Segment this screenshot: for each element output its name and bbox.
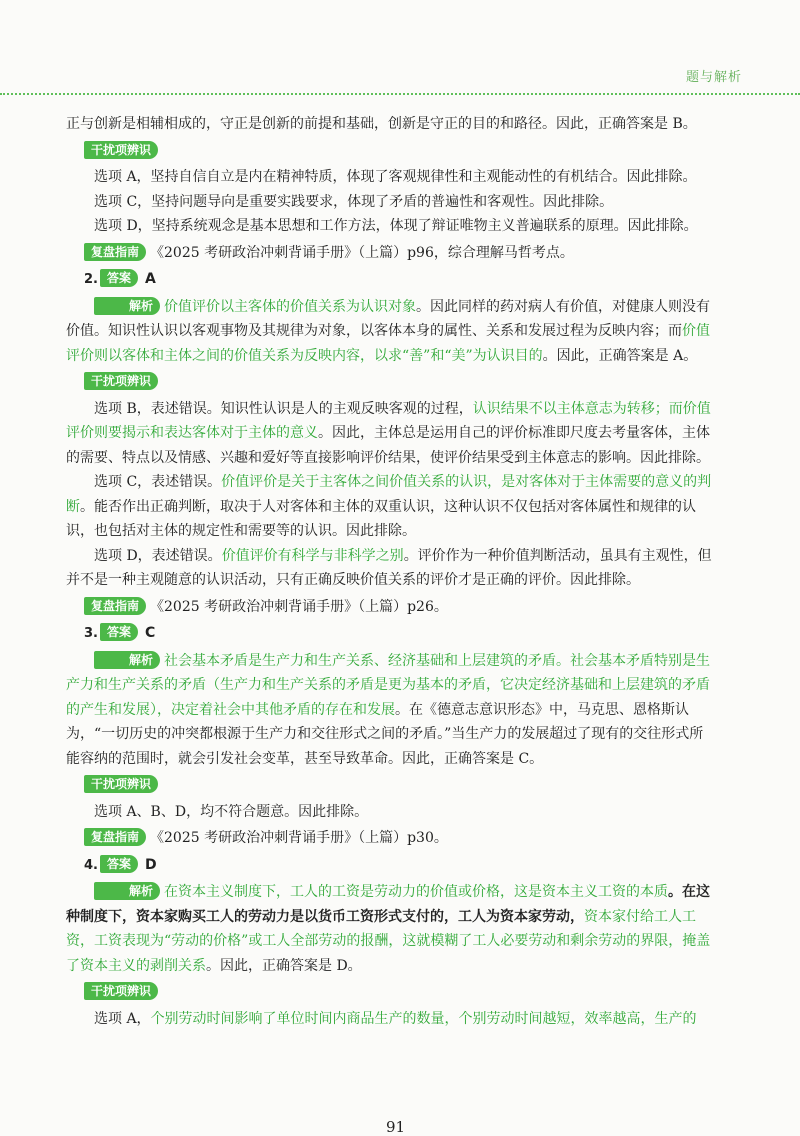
body-text: 。因此，正确答案是 D。: [206, 957, 362, 974]
answer-letter: D: [145, 856, 157, 873]
highlight-text: 资本家付给工人工资，工资表现为“劳动的价格”或工人全部劳动的报酬，这就模糊了工人必要劳动和剩余劳动的界限，掩盖了资本主义的剥削关系: [66, 908, 711, 974]
distractor-tag: 干扰项辨识: [84, 775, 158, 793]
bold-text: 。在这种制度下，资本家购买工人的劳动力是以货币工资形式支付的，工人为资本家劳动，: [66, 884, 711, 925]
highlight-text: 在资本主义制度下，工人的工资是劳动力的价值或价格，这是资本主义工资的本质: [164, 884, 669, 900]
answer-tag: 答案: [100, 623, 138, 641]
header-section-title: 题与解析: [685, 70, 742, 85]
option-paragraph: [66, 470, 716, 544]
option-text: 选项 C，坚持问题导向是重要实践要求，体现了矛盾的普遍性和客观性。因此排除。: [94, 193, 614, 210]
highlight-text: 价值评价以主客体的价值关系为认识对象: [164, 298, 417, 315]
review-text: 《2025 考研政治冲刺背诵手册》（上篇）p30。: [150, 830, 448, 846]
option-text: 选项 D，坚持系统观念是基本思想和工作方法，体现了辩证唯物主义普遍联系的原理。因此排除。: [94, 218, 698, 234]
review-row: [66, 826, 716, 851]
page-content: [66, 112, 716, 1031]
body-text: 。因此，主体总是运用自己的评价标准即尺度去考量客体，主体的需要、特点以及情感、兴趣和爱好等直接影响评价结果，使评价结果受到主体意志的影响。因此排除。: [66, 425, 710, 466]
body-text: 。因此同样的药对病人有价值，对健康人则没有价值。知识性认识以客观事物及其规律为对象，以客体本身的属性、关系和发展过程为反映内容；而: [66, 298, 711, 339]
question-4-answer-row: [66, 853, 716, 879]
review-row: [66, 241, 716, 266]
highlight-text: 价值评价是关于主客体之间价值关系的认识，是对客体对于主体需要的意义的判断: [66, 474, 712, 515]
analysis-paragraph: [66, 295, 716, 369]
page-number: 91: [386, 1118, 406, 1136]
review-text: 《2025 考研政治冲刺背诵手册》（上篇）p96，综合理解马哲考点。: [150, 244, 574, 261]
body-text: 。因此，正确答案是 A。: [542, 347, 698, 364]
review-tag: 复盘指南: [84, 243, 146, 261]
review-tag: 复盘指南: [84, 828, 146, 846]
answer-letter: A: [145, 271, 156, 287]
question-number: 2.: [84, 272, 98, 287]
analysis-tag: 解析: [94, 651, 160, 669]
answer-tag: 答案: [100, 855, 138, 873]
analysis-tag: 解析: [94, 882, 160, 900]
distractor-tag: 干扰项辨识: [84, 141, 158, 159]
distractor-tag: 干扰项辨识: [84, 982, 158, 1000]
distractor-row: [66, 980, 716, 1005]
option-paragraph: [66, 397, 716, 471]
option-paragraph: [66, 1007, 716, 1032]
body-text: 选项 A，: [94, 1010, 151, 1027]
header-divider: [0, 93, 800, 95]
distractor-row: [66, 773, 716, 798]
option-text: 选项 A，坚持自信自立是内在精神特质，体现了客观规律性和主观能动性的有机结合。因此排除。: [94, 169, 697, 185]
question-2-answer-row: [66, 267, 716, 293]
analysis-paragraph: [66, 649, 716, 772]
highlight-text: 价值评价有科学与非科学之别: [221, 547, 404, 564]
option-text: 选项 A、B、D，均不符合题意。因此排除。: [94, 803, 369, 820]
body-text: 选项 C，表述错误。: [94, 474, 222, 490]
highlight-text: 个别劳动时间影响了单位时间内商品生产的数量，个别劳动时间越短，效率越高，生产的: [150, 1010, 697, 1027]
answer-letter: C: [145, 625, 156, 641]
highlight-text: 价值评价则以客体和主体之间的价值关系为反映内容，以求“善”和“美”为认识目的: [66, 323, 710, 364]
analysis-tag: 解析: [94, 297, 160, 315]
distractor-tag: 干扰项辨识: [84, 372, 158, 390]
review-tag: 复盘指南: [84, 597, 146, 615]
distractor-row: [66, 370, 716, 395]
option-paragraph: [66, 544, 716, 593]
review-row: [66, 595, 716, 620]
question-number: 3.: [84, 626, 98, 641]
body-text: 。能否作出正确判断，取决于人对客体和主体的双重认识，这种认识不仅包括对客体属性和规律的认识，也包括对主体的规定性和需要等的认识。因此排除。: [66, 498, 696, 539]
body-text: 。评价作为一种价值判断活动，虽具有主观性，但并不是一种主观随意的认识活动，只有正确反映价值关系的评价才是正确的评价。因此排除。: [66, 547, 712, 588]
body-text: 。在《德意志意识形态》中，马克思、恩格斯认为，“一切历史的冲突都根源于生产力和交往形式之间的矛盾。”当生产力的发展超过了现有的交往形式所能容纳的范围时，就会引发社会变革，甚至导致革命。因此，正确答案是 C。: [66, 701, 704, 767]
question-3-answer-row: [66, 621, 716, 647]
body-text: 选项 B，表述错误。知识性认识是人的主观反映客观的过程，: [94, 400, 473, 417]
question-number: 4.: [84, 857, 98, 873]
distractor-row: [66, 139, 716, 164]
answer-tag: 答案: [100, 269, 138, 287]
highlight-text: 社会基本矛盾是生产力和生产关系、经济基础和上层建筑的矛盾。社会基本矛盾特别是生产力和生产关系的矛盾（生产力和生产关系的矛盾是更为基本的矛盾，它决定经济基础和上层建筑的矛盾的产生和发展），决定着社会中其他矛盾的存在和发展: [66, 652, 711, 718]
highlight-text: 认识结果不以主体意志为转移；而价值评价则要揭示和表达客体对于主体的意义: [66, 400, 711, 441]
review-text: 《2025 考研政治冲刺背诵手册》（上篇）p26。: [150, 598, 448, 615]
paragraph: 正与创新是相辅相成的，守正是创新的前提和基础，创新是守正的目的和路径。因此，正确答案是 B。: [66, 116, 697, 132]
body-text: 选项 D，表述错误。: [94, 547, 222, 564]
analysis-paragraph: [66, 880, 716, 978]
